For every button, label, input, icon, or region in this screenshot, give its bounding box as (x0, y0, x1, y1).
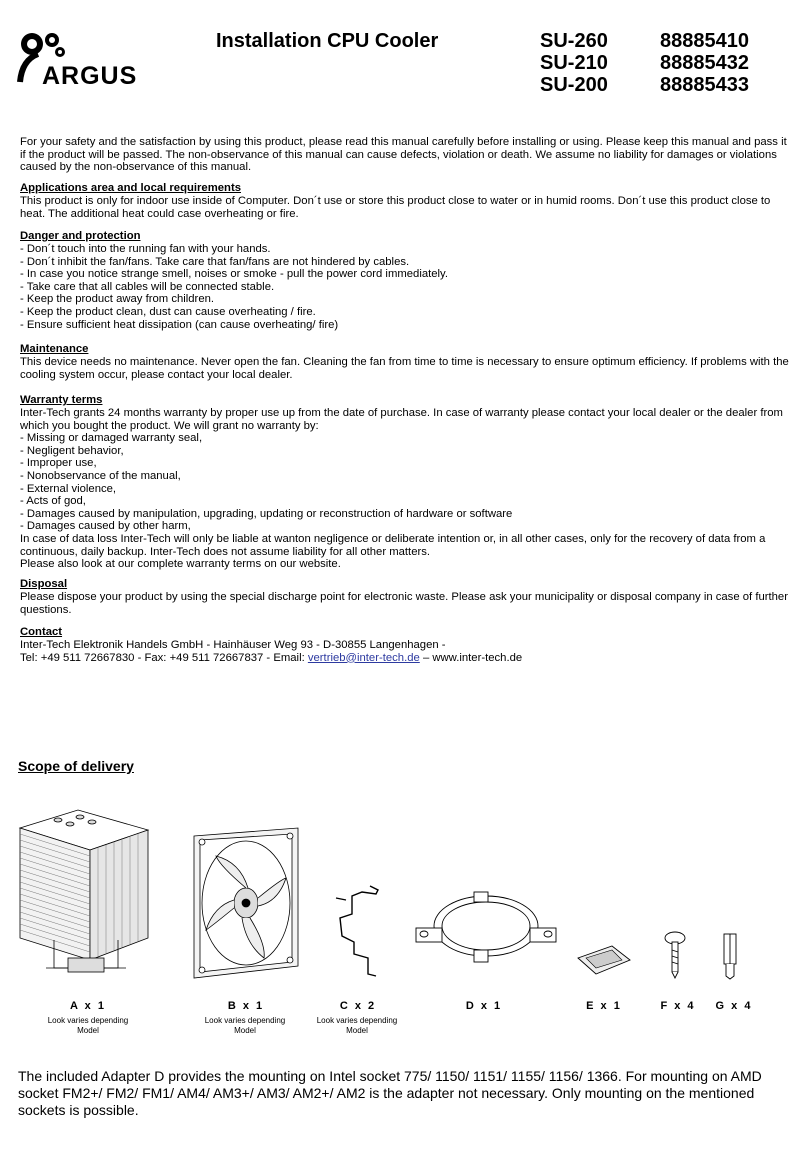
warranty-text: Inter-Tech grants 24 months warranty by proper use up from the date of purchase. In case of warranty please contact your local dealer or the dealer from which you bought the product. We will grant no warranty by: (20, 407, 783, 432)
disposal-heading: Disposal (20, 578, 68, 590)
list-item: - Negligent behavior, (20, 444, 124, 457)
item-label-g: G x 4 (715, 1000, 753, 1012)
list-item: - Keep the product clean, dust can cause overheating / fire. (20, 305, 316, 318)
contact-website: – www.inter-tech.de (422, 651, 523, 664)
maintenance-section (20, 343, 792, 381)
list-item: - Don´t inhibit the fan/fans. Take care that fan/fans are not hindered by cables. (20, 255, 410, 268)
heatsink-illustration-icon (18, 808, 153, 983)
item-note-b: Look varies depending Model (204, 1016, 286, 1035)
argus-logo (16, 30, 161, 92)
model-code: 88885432 (660, 52, 749, 74)
fan-illustration-icon (190, 826, 302, 981)
list-item: - Ensure sufficient heat dissipation (can cause overheating/ fire) (20, 318, 339, 331)
mounting-clip-illustration-icon (330, 884, 386, 979)
list-item: - In case you notice strange smell, noises or smoke - pull the power cord immediately. (20, 268, 449, 281)
intel-adapter-illustration-icon (412, 888, 560, 968)
applications-heading: Applications area and local requirements (20, 182, 241, 194)
contact-heading: Contact (20, 626, 63, 638)
scope-heading: Scope of delivery (18, 758, 134, 774)
danger-list (20, 243, 792, 331)
applications-section (20, 182, 792, 220)
list-item: - External violence, (20, 482, 117, 495)
list-item: - Keep the product away from children. (20, 293, 215, 306)
model-code: 88885410 (660, 30, 749, 52)
list-item: - Acts of god, (20, 495, 86, 508)
warranty-data-loss: In case of data loss Inter-Tech will only be liable at wanton negligence or deliberate intention or, in all other cases, only for the recovery of data from a continuous, daily backup. Inter-Tech does not assume liability for all other matters. (20, 532, 766, 558)
maintenance-text: This device needs no maintenance. Never open the fan. Cleaning the fan from time to time is necessary to ensure optimum efficiency. If problems with the cooling system occur, please contact your local dealer. (20, 356, 789, 381)
item-label-c: C x 2 (339, 1000, 377, 1012)
contact-phone: Tel: +49 511 72667830 - Fax: +49 511 72667837 - Email: (20, 651, 305, 664)
model-row (540, 74, 749, 96)
applications-text: This product is only for indoor use inside of Computer. Don´t use or store this product close to water or in humid rooms. Don´t use this product close to heat. The additional heat could case overheating or fire. (20, 195, 771, 220)
disposal-text: Please dispose your product by using the special discharge point for electronic waste. Please ask your municipality or disposal company in case of further questions. (20, 591, 788, 616)
maintenance-heading: Maintenance (20, 343, 89, 355)
intro-paragraph: For your safety and the satisfaction by using this product, please read this manual carefully before installing or using. Please keep this manual and pass it if the product will be passed. The non-observance of this manual can cause defects, violation or death. We assume no liability for damages or violations caused by the non-observance of this manual. (20, 136, 787, 174)
brand-name: ARGUS (42, 62, 138, 90)
model-name: SU-260 (540, 30, 608, 52)
item-label-f: F x 4 (660, 1000, 696, 1012)
thermal-paste-illustration-icon (576, 944, 632, 976)
model-row (540, 30, 749, 52)
model-list (540, 30, 749, 96)
disposal-section (20, 578, 792, 616)
list-item: - Improper use, (20, 457, 97, 470)
danger-section (20, 230, 792, 331)
standoff-illustration-icon (720, 932, 740, 980)
list-item: - Damages caused by other harm, (20, 520, 191, 533)
model-name: SU-210 (540, 52, 608, 74)
list-item: - Missing or damaged warranty seal, (20, 432, 203, 445)
danger-heading: Danger and protection (20, 230, 141, 242)
item-label-e: E x 1 (586, 1000, 622, 1012)
item-label-d: D x 1 (465, 1000, 503, 1012)
model-row (540, 52, 749, 74)
contact-section (20, 626, 792, 664)
model-name: SU-200 (540, 74, 608, 96)
list-item: - Damages caused by manipulation, upgrading, updating or reconstruction of hardware or software (20, 507, 513, 520)
screw-illustration-icon (662, 930, 688, 980)
list-item: - Don´t touch into the running fan with your hands. (20, 243, 271, 255)
contact-email-link[interactable]: vertrieb@inter-tech.de (307, 651, 420, 664)
contact-address: Inter-Tech Elektronik Handels GmbH - Hainhäuser Weg 93 - D-30855 Langenhagen - (20, 639, 446, 651)
item-label-a: A x 1 (70, 1000, 106, 1012)
socket-compatibility-note: The included Adapter D provides the mounting on Intel socket 775/ 1150/ 1151/ 1155/ 1156/ 1366. For mounting on AMD socket FM2+/ FM2/ FM1/ AM4/ AM3+/ AM3/ AM2+/ AM2 is the adapter not necessary. Only mounting on the mentioned sockets is possible. (18, 1068, 762, 1118)
model-code: 88885433 (660, 74, 749, 96)
list-item: - Take care that all cables will be connected stable. (20, 280, 275, 293)
contact-line (20, 652, 792, 665)
page-title: Installation CPU Cooler (216, 30, 439, 52)
item-note-a: Look varies depending Model (47, 1016, 129, 1035)
item-note-c: Look varies depending Model (316, 1016, 398, 1035)
warranty-website-note: Please also look at our complete warranty terms on our website. (20, 558, 341, 571)
list-item: - Nonobservance of the manual, (20, 469, 181, 482)
item-label-b: B x 1 (227, 1000, 265, 1012)
warranty-heading: Warranty terms (20, 394, 103, 406)
warranty-list (20, 432, 792, 533)
warranty-section (20, 394, 792, 571)
